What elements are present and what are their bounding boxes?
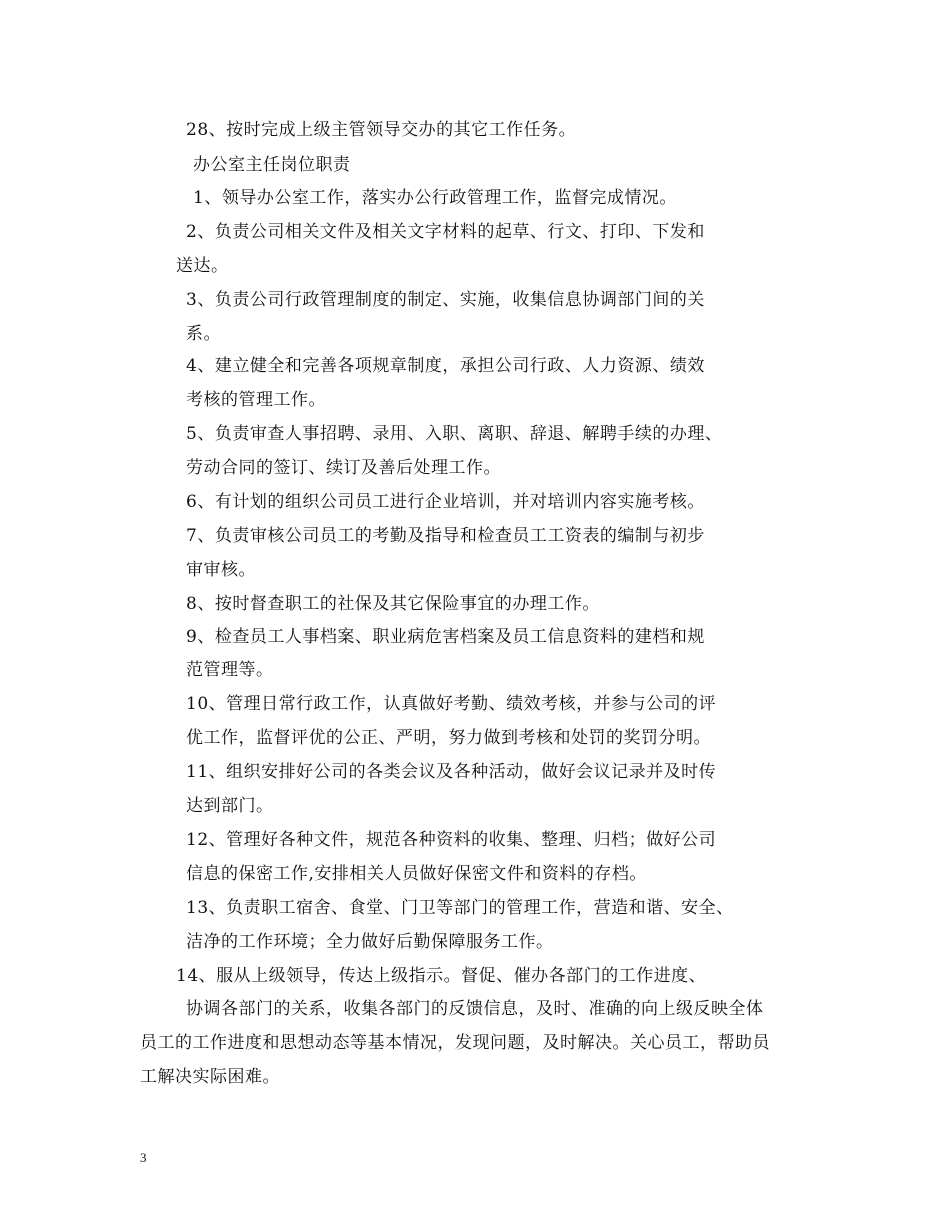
text-line: 达到部门。 xyxy=(186,796,274,816)
text-line: 9、检查员工人事档案、职业病危害档案及员工信息资料的建档和规 xyxy=(186,627,705,647)
text-line: 范管理等。 xyxy=(186,660,274,680)
text-line: 12、管理好各种文件，规范各种资料的收集、整理、归档；做好公司 xyxy=(186,830,717,850)
text-line: 4、建立健全和完善各项规章制度，承担公司行政、人力资源、绩效 xyxy=(186,356,705,376)
text-line: 2、负责公司相关文件及相关文字材料的起草、行文、打印、下发和 xyxy=(186,222,705,242)
text-line: 优工作，监督评优的公正、严明，努力做到考核和处罚的奖罚分明。 xyxy=(186,728,711,748)
page-number: 3 xyxy=(140,1150,147,1165)
text-line: 8、按时督查职工的社保及其它保险事宜的办理工作。 xyxy=(186,594,600,614)
text-line: 信息的保密工作,安排相关人员做好保密文件和资料的存档。 xyxy=(186,864,647,884)
text-line: 13、负责职工宿舍、食堂、门卫等部门的管理工作，营造和谐、安全、 xyxy=(186,898,734,918)
text-line: 11、组织安排好公司的各类会议及各种活动，做好会议记录并及时传 xyxy=(186,762,717,782)
text-line: 送达。 xyxy=(176,256,229,276)
text-line: 5、负责审查人事招聘、录用、入职、离职、辞退、解聘手续的办理、 xyxy=(186,424,723,444)
text-line: 洁净的工作环境；全力做好后勤保障服务工作。 xyxy=(186,932,554,952)
text-line: 审审核。 xyxy=(186,560,256,580)
text-line: 系。 xyxy=(186,324,221,344)
text-line: 工解决实际困难。 xyxy=(140,1067,280,1087)
section-heading: 办公室主任岗位职责 xyxy=(193,155,351,175)
text-line: 14、服从上级领导，传达上级指示。督促、催办各部门的工作进度、 xyxy=(176,966,707,986)
text-line: 劳动合同的签订、续订及善后处理工作。 xyxy=(186,458,501,478)
text-line: 协调各部门的关系，收集各部门的反馈信息，及时、准确的向上级反映全体 xyxy=(186,999,764,1019)
text-line: 考核的管理工作。 xyxy=(186,390,326,410)
text-line: 1、领导办公室工作，落实办公行政管理工作，监督完成情况。 xyxy=(193,188,677,208)
text-line: 28、按时完成上级主管领导交办的其它工作任务。 xyxy=(186,120,577,140)
text-line: 10、管理日常行政工作，认真做好考勤、绩效考核，并参与公司的评 xyxy=(186,694,717,714)
text-line: 3、负责公司行政管理制度的制定、实施，收集信息协调部门间的关 xyxy=(186,290,705,310)
text-line: 6、有计划的组织公司员工进行企业培训，并对培训内容实施考核。 xyxy=(186,492,705,512)
text-line: 员工的工作进度和思想动态等基本情况，发现问题，及时解决。关心员工，帮助员 xyxy=(140,1033,770,1053)
text-line: 7、负责审核公司员工的考勤及指导和检查员工工资表的编制与初步 xyxy=(186,526,705,546)
